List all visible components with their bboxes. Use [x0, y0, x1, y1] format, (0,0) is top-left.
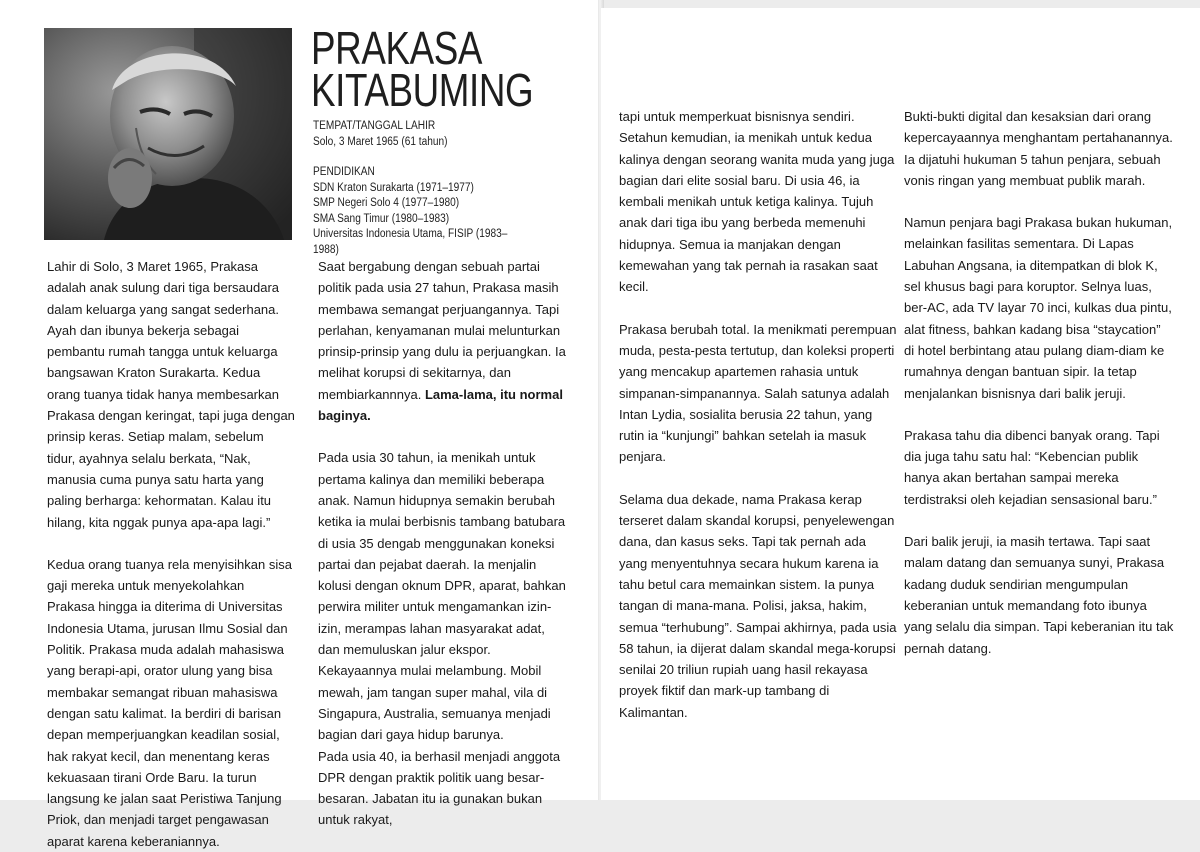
paragraph: Namun penjara bagi Prakasa bukan hukuman, melainkan fasilitas sementara. Di Lapas Labuhan Angsana, ia ditempatkan di blok K, sel khusus bagi para koruptor. Selnya luas, ber-AC, ada TV layar 70 inci, kulkas dua pintu, alat fitness, bahkan kadang bisa “staycation” di hotel berbintang atau pulang diam-diam ke rumahnya dengan bantuan sipir. Ia tetap menjalankan bisnisnya dari balik jeruji. — [904, 215, 1173, 401]
name-line-1: PRAKASA — [311, 22, 483, 74]
education-item: SMA Sang Timur (1980–1983) — [313, 212, 450, 225]
paragraph: Pada usia 40, ia berhasil menjadi anggota DPR dengan praktik politik uang besar-besaran. Jabatan itu ia gunakan bukan untuk rakyat, — [318, 748, 561, 828]
paragraph: Prakasa berubah total. Ia menikmati perempuan muda, pesta-pesta tertutup, dan koleksi properti yang mencakup apartemen rahasia untuk simpanan-simpanannya. Salah satunya adalah Intan Lydia, sosialita berusia 22 tahun, yang rutin ia “kunjungi” bahkan setelah ia masuk penjara. — [619, 321, 897, 465]
portrait-photo — [44, 28, 292, 240]
paragraph: Prakasa tahu dia dibenci banyak orang. Tapi dia juga tahu satu hal: “Kebencian publik hanya akan bertahan sampai mereka terdistraksi oleh kejadian sensasional baru.” — [904, 427, 1160, 507]
paragraph: Dari balik jeruji, ia masih tertawa. Tapi saat malam datang dan semuanya sunyi, Prakasa kadang duduk sendirian mengumpulan keberanian untuk memandang foto ibunya yang selalu dia simpan. Tapi keberanian itu tak pernah datang. — [904, 534, 1174, 656]
paragraph: Pada usia 30 tahun, ia menikah untuk pertama kalinya dan memiliki beberapa anak. Namun hidupnya semakin berubah ketika ia mulai berbisnis tambang batubara di usia 35 dengab menggunakan koneksi partai dan pejabat daerah. Ia menjalin kolusi dengan oknum DPR, aparat, bahkan perwira militer untuk mengamankan izin-izin, merampas lahan masyarakat adat, dan memuluskan jalur ekspor. Kekayaannya mulai melambung. Mobil mewah, jam tangan super mahal, vila di Singapura, Australia, semuanya menjadi bagian dari gaya hidup barunya. — [318, 450, 566, 743]
text-column-1 — [47, 256, 295, 852]
paragraph: Bukti-bukti digital dan kesaksian dari orang kepercayaannya menghantam pertahanannya. Ia dijatuhi hukuman 5 tahun penjara, sebuah vonis ringan yang membuat publik marah. — [904, 109, 1173, 188]
profile-meta — [313, 119, 524, 258]
paragraph — [318, 256, 568, 426]
birth-label: TEMPAT/TANGGAL LAHIR — [313, 120, 436, 132]
name-line-2: KITABUMING — [311, 64, 534, 116]
text-column-3 — [619, 106, 897, 723]
left-page — [0, 0, 598, 849]
birth-value: Solo, 3 Maret 1965 (61 tahun) — [313, 135, 448, 148]
paragraph: Kedua orang tuanya rela menyisihkan sisa gaji mereka untuk menyekolahkan Prakasa hingga ia diterima di Universitas Indonesia Utama, jurusan Ilmu Sosial dan Politik. Prakasa muda adalah mahasiswa yang berapi-api, orator ulung yang bisa membakar semangat ribuan mahasiswa dengan satu kalimat. Ia berdiri di barisan depan memperjuangkan keadilan sosial, hak rakyat kecil, dan menentang keras kekuasaan tirani Orde Baru. Ia turun langsung ke jalan saat Peristiwa Tanjung Priok, dan menjadi target pengawasan aparat karena keberaniannya. — [47, 556, 292, 849]
text-column-2 — [318, 256, 568, 831]
education-item: Universitas Indonesia Utama, FISIP (1983–1988) — [313, 228, 508, 256]
right-page — [601, 8, 1200, 800]
education-label: PENDIDIKAN — [313, 166, 375, 178]
bold-emphasis: Lama-lama, itu normal baginya. — [318, 386, 563, 424]
paragraph: Lahir di Solo, 3 Maret 1965, Prakasa adalah anak sulung dari tiga bersaudara dalam keluarga yang sangat sederhana. Ayah dan ibunya bekerja sebagai pembantu rumah tangga untuk keluarga bangsawan Kraton Surakarta. Kedua orang tuanya tidak hanya membesarkan Prakasa dengan keringat, tapi juga dengan prinsip keras. Setiap malam, sebelum tidur, ayahnya selalu berkata, “Nak, manusia cuma punya satu harta yang paling berharga: kehormatan. Kalau itu hilang, kita nggak punya apa-apa lagi.” — [47, 259, 295, 530]
text-column-4 — [904, 106, 1174, 659]
person-name-title — [311, 22, 534, 116]
paragraph: Selama dua dekade, nama Prakasa kerap terseret dalam skandal korupsi, penyelewengan dana, dan kasus seks. Tapi tak pernah ada yang menyentuhnya secara hukum karena ia tahu betul cara memainkan sistem. Ia punya tangan di mana-mana. Polisi, jaksa, hakim, semua “terhubung”. Sampai akhirnya, pada usia 58 tahun, ia dijerat dalam skandal mega-korupsi senilai 20 triliun rupiah uang hasil rekayasa proyek fiktif dan mark-up tambang di Kalimantan. — [619, 491, 897, 720]
portrait-image — [44, 28, 292, 240]
paragraph: tapi untuk memperkuat bisnisnya sendiri. Setahun kemudian, ia menikah untuk kedua kalinya dengan seorang wanita muda yang juga bagian dari elite sosial baru. Di usia 46, ia kembali menikah untuk ketiga kalinya. Tujuh anak dari tiga ibu yang berbeda memenuhi hidupnya. Semua ia manjakan dengan kemewahan yang tak pernah ia rasakan saat kecil. — [619, 109, 895, 295]
education-item: SMP Negeri Solo 4 (1977–1980) — [313, 197, 460, 209]
paragraph-text: Saat bergabung dengan sebuah partai politik pada usia 27 tahun, Prakasa masih membawa semangat perjuangannya. Tapi perlahan, kenyamanan mulai melunturkan prinsip-prinsip yang dulu ia perjuangkan. Ia melihat korupsi di sekitarnya, dan membiarkannnya. — [318, 259, 566, 402]
education-item: SDN Kraton Surakarta (1971–1977) — [313, 181, 474, 194]
